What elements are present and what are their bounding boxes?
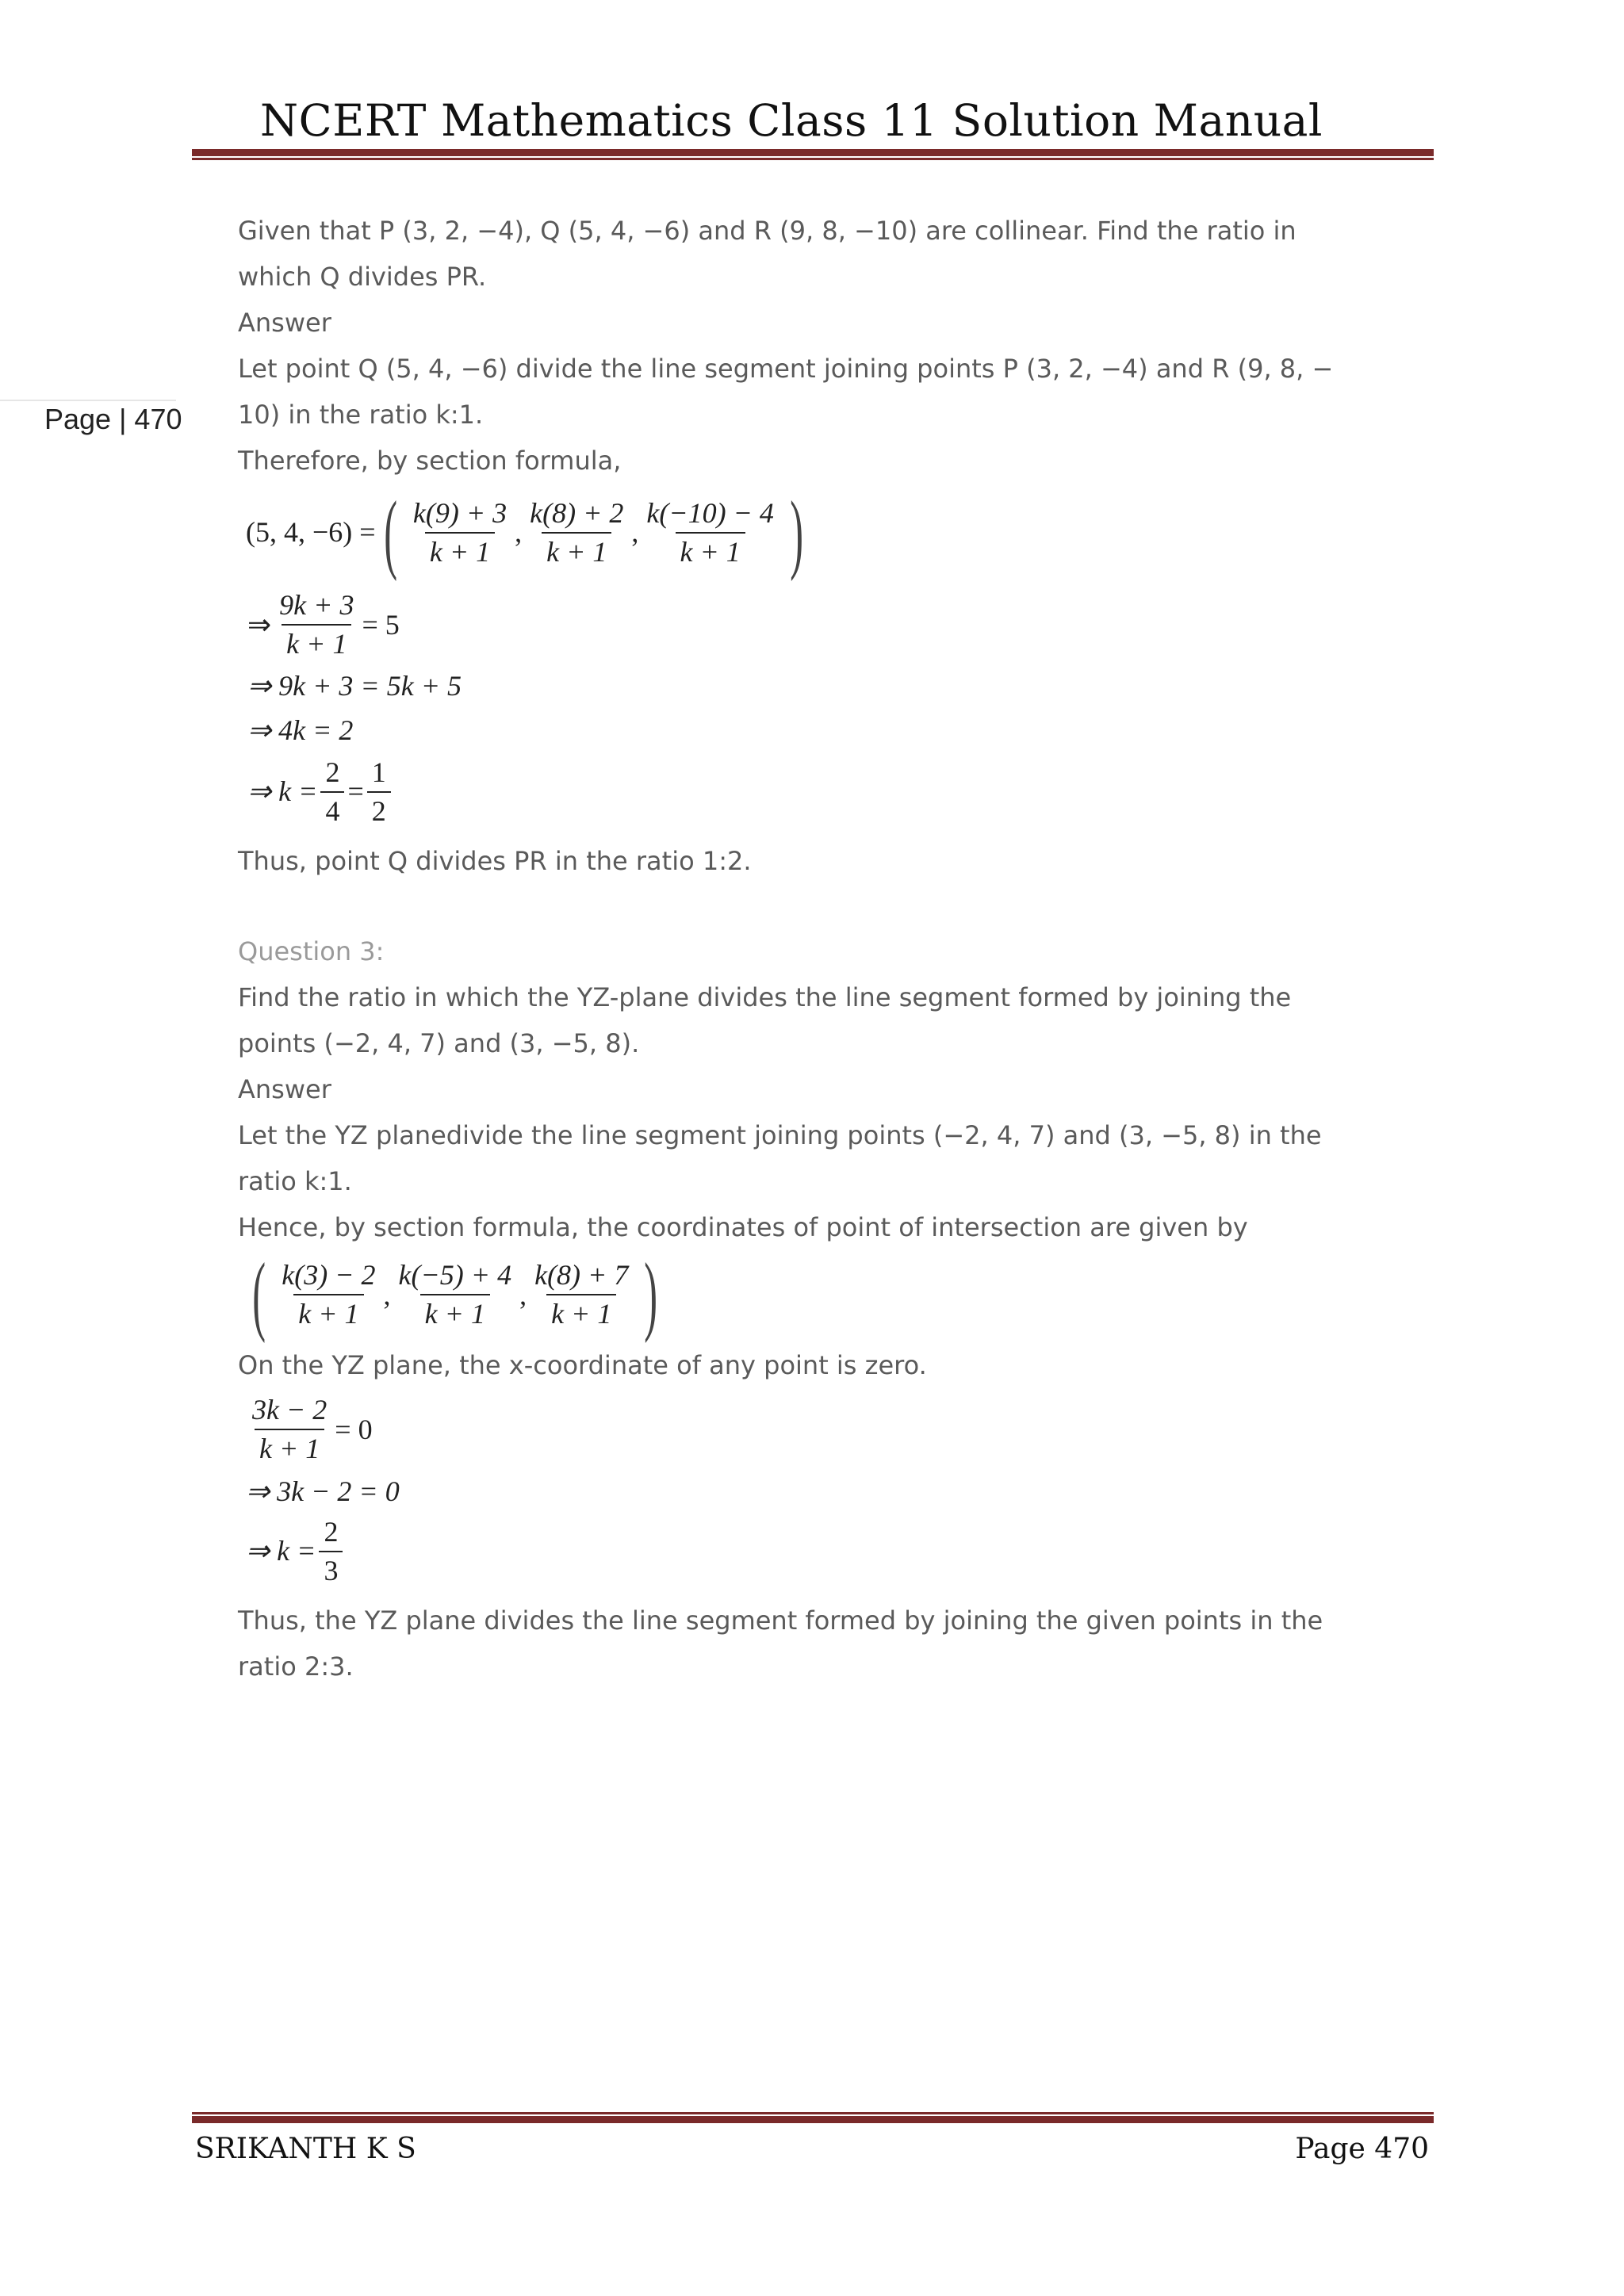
- q3-equation-3: ⇒ 3k − 2 = 0: [246, 1475, 400, 1507]
- fraction-numerator: k(3) − 2: [282, 1258, 376, 1291]
- q2-equation-4: ⇒ 4k = 2: [247, 714, 354, 746]
- header-rule: [192, 149, 1434, 160]
- equation-rhs: = 0: [335, 1413, 373, 1445]
- fraction-denominator: 3: [319, 1551, 343, 1588]
- q3-heading: Question 3:: [238, 936, 385, 967]
- q2-eq1-lhs: (5, 4, −6) =: [246, 516, 376, 549]
- fraction-denominator: 2: [367, 791, 391, 828]
- q3-solution-line2: ratio k:1.: [238, 1166, 352, 1197]
- q3-conclusion-line1: Thus, the YZ plane divides the line segment formed by joining the given points in the: [238, 1605, 1323, 1636]
- fraction-denominator: k + 1: [282, 624, 351, 661]
- fraction-numerator: k(−10) − 4: [646, 496, 774, 529]
- q2-equation-2: [247, 588, 1443, 661]
- fraction-denominator: k + 1: [546, 1294, 616, 1331]
- fraction-denominator: k + 1: [676, 532, 745, 569]
- fraction-numerator: 2: [324, 1515, 339, 1548]
- q3-equation-4: [246, 1515, 1443, 1588]
- fraction-numerator: k(8) + 7: [534, 1258, 629, 1291]
- q2-solution-line2: 10) in the ratio k:1.: [238, 400, 484, 430]
- q2-eq2-fraction: [274, 588, 358, 661]
- side-page-label: Page | 470: [44, 403, 182, 435]
- implies-symbol: ⇒: [247, 608, 272, 641]
- q2-eq1-fraction-z: [642, 496, 779, 569]
- q3-conclusion-line2: ratio 2:3.: [238, 1651, 354, 1682]
- fraction-denominator: k + 1: [293, 1294, 363, 1331]
- fraction-numerator: k(9) + 3: [412, 496, 508, 529]
- q2-eq1-fraction-y: [525, 496, 628, 569]
- q2-eq5-fraction-2: [367, 756, 391, 828]
- footer-rule: [192, 2112, 1434, 2123]
- equals-sign: =: [347, 775, 364, 808]
- q3-solution-line4: On the YZ plane, the x-coordinate of any point is zero.: [238, 1350, 927, 1381]
- side-divider: [0, 400, 176, 401]
- q2-conclusion: Thus, point Q divides PR in the ratio 1:2.: [238, 846, 752, 877]
- equation-lhs: ⇒ k =: [246, 1535, 316, 1567]
- fraction-numerator: 3k − 2: [252, 1394, 327, 1426]
- left-paren: (: [383, 484, 397, 582]
- fraction-numerator: k(8) + 2: [530, 496, 624, 529]
- q3-answer-label: Answer: [238, 1074, 331, 1105]
- q3-eq2-fraction: [247, 1393, 331, 1466]
- fraction-numerator: 2: [325, 756, 340, 788]
- q2-equation-5: [247, 756, 1443, 828]
- q3-eq1-fraction-y: [394, 1258, 517, 1331]
- equation-rhs: = 5: [362, 608, 400, 641]
- page-title: NCERT Mathematics Class 11 Solution Manual: [259, 95, 1323, 146]
- q3-solution-line3: Hence, by section formula, the coordinates of point of intersection are given by: [238, 1212, 1248, 1243]
- q2-eq1-fraction-x: [408, 496, 511, 569]
- q2-equation-1: (5, 4, −6) = ( $\frac{k(9) + 3}{k + 1}$ , $\frac{k(8) + 2}{k + 1}$ , $\frac{k(-10) - 4}{k + 1}$ ): [246, 484, 803, 582]
- q3-solution-line1: Let the YZ planedivide the line segment joining points (−2, 4, 7) and (3, −5, 8) in the: [238, 1120, 1322, 1151]
- q3-question-line1: Find the ratio in which the YZ-plane divides the line segment formed by joining the: [238, 982, 1292, 1013]
- fraction-numerator: k(−5) + 4: [398, 1258, 512, 1291]
- q2-question-line1: Given that P (3, 2, −4), Q (5, 4, −6) and R (9, 8, −10) are collinear. Find the ratio in: [238, 216, 1297, 246]
- fraction-numerator: 1: [371, 756, 386, 788]
- fraction-denominator: k + 1: [542, 532, 611, 569]
- q3-eq4-fraction: [319, 1515, 343, 1588]
- q3-eq1-fraction-z: [530, 1258, 633, 1331]
- q2-eq5-fraction-1: [320, 756, 344, 828]
- q2-question-line2: which Q divides PR.: [238, 262, 487, 292]
- q2-answer-label: Answer: [238, 308, 331, 338]
- q2-solution-line3: Therefore, by section formula,: [238, 446, 622, 476]
- q3-equation-2: [244, 1393, 1443, 1466]
- fraction-denominator: 4: [320, 791, 344, 828]
- footer-author: SRIKANTH K S: [195, 2133, 416, 2165]
- fraction-denominator: k + 1: [420, 1294, 490, 1331]
- q3-question-line2: points (−2, 4, 7) and (3, −5, 8).: [238, 1028, 640, 1059]
- q3-equation-1: ( $\frac{k(3) - 2}{k + 1}$ , $\frac{k(-5) + 4}{k + 1}$ , $\frac{k(8) + 7}{k + 1}$ ): [252, 1246, 658, 1345]
- fraction-denominator: k + 1: [255, 1429, 324, 1466]
- main-content: [238, 208, 1443, 1689]
- right-paren: ): [644, 1246, 658, 1345]
- q2-equation-3: ⇒ 9k + 3 = 5k + 5: [247, 670, 462, 702]
- fraction-numerator: 9k + 3: [279, 589, 354, 621]
- left-paren: (: [252, 1246, 266, 1345]
- equation-lhs: ⇒ k =: [247, 775, 318, 808]
- footer-page-number: Page 470: [1295, 2133, 1429, 2165]
- q3-eq1-fraction-x: [277, 1258, 380, 1331]
- fraction-denominator: k + 1: [425, 532, 495, 569]
- q2-solution-line1: Let point Q (5, 4, −6) divide the line segment joining points P (3, 2, −4) and R (9, 8, −: [238, 354, 1334, 384]
- right-paren: ): [790, 484, 803, 582]
